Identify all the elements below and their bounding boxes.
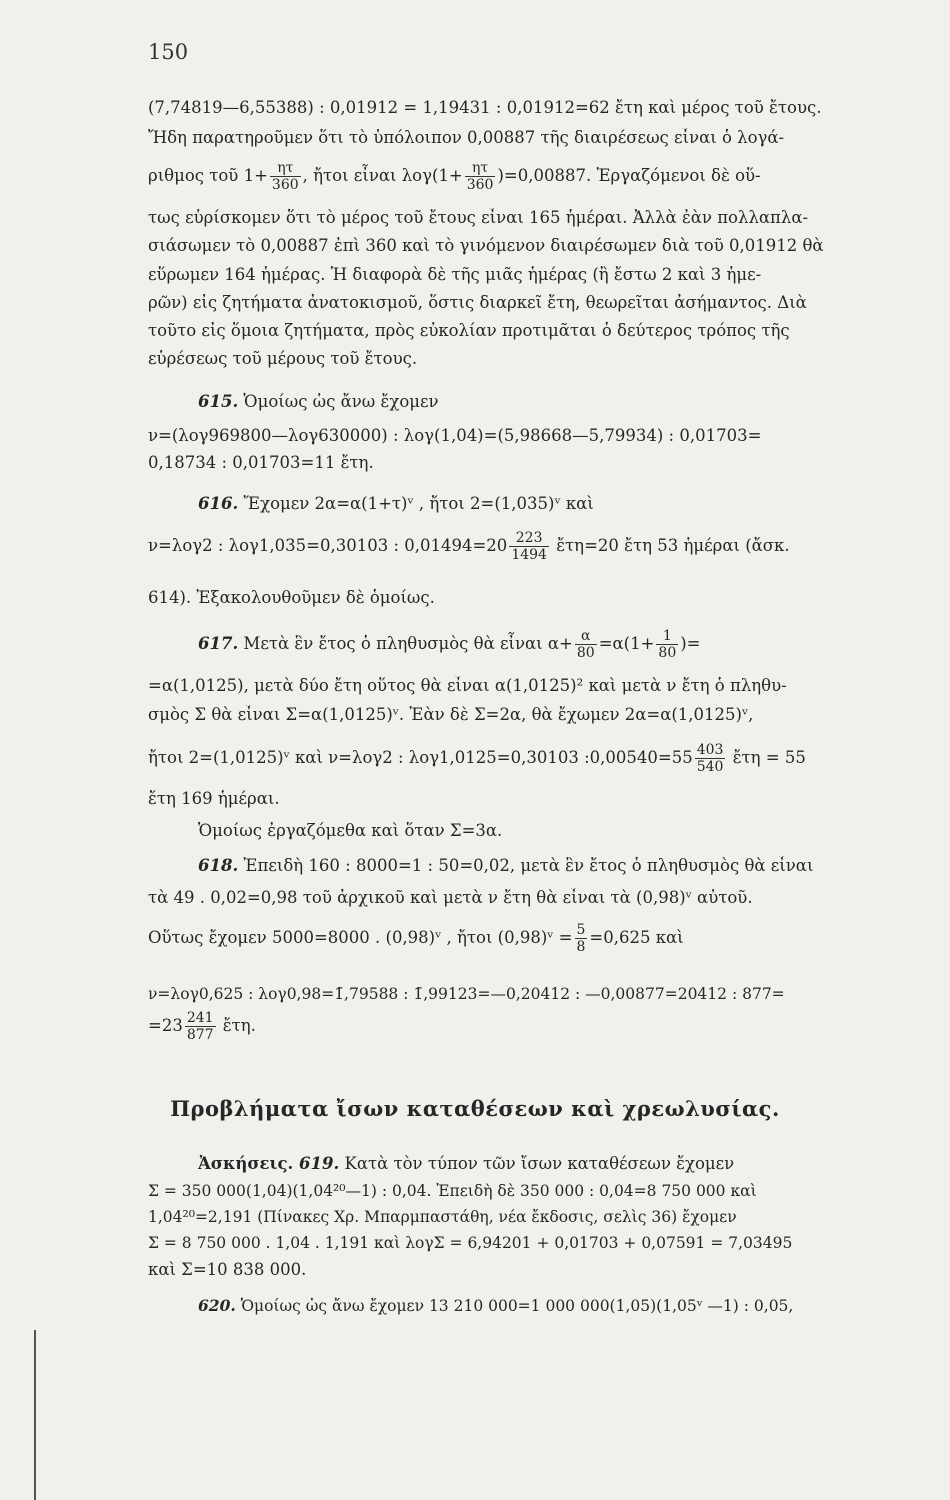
- text-fragment: Ὁμοίως ὡς ἄνω ἔχομεν: [238, 392, 439, 411]
- problem-number: 615.: [198, 392, 239, 411]
- numerator: 1: [656, 628, 678, 645]
- fraction: [270, 160, 301, 193]
- text-fragment: Οὕτως ἔχομεν 5000=8000 . (0,98)ᵛ , ἤτοι (0,98)ᵛ =: [148, 928, 573, 947]
- text-line: Ὁμοίως ἐργαζόμεθα καὶ ὅταν Σ=3α.: [198, 821, 503, 840]
- fraction: [509, 530, 549, 563]
- text-fragment: ἔτη = 55: [727, 748, 806, 767]
- text-fragment: ἔτη.: [217, 1016, 256, 1035]
- text-fragment: )=: [680, 634, 701, 653]
- numerator: 5: [576, 922, 586, 938]
- text-line: τως εὑρίσκομεν ὅτι τὸ μέρος τοῦ ἔτους εἶναι 165 ἡμέραι. Ἀλλὰ ἐὰν πολλαπλα-: [148, 208, 809, 227]
- numerator: 403: [696, 742, 724, 758]
- page-number: 150: [148, 40, 189, 64]
- numerator: 223: [509, 530, 549, 547]
- numerator: ητ: [465, 160, 496, 177]
- denominator: 360: [466, 177, 494, 193]
- denominator: 1494: [511, 547, 547, 563]
- text-line: (7,74819—6,55388) : 0,01912 = 1,19431 : 0,01912=62 ἔτη καὶ μέρος τοῦ ἔτους.: [148, 98, 822, 117]
- problem-number: 618.: [198, 856, 239, 875]
- fraction: [575, 628, 597, 661]
- margin-line: [34, 1330, 36, 1500]
- text-line: ἔτη 169 ἡμέραι.: [148, 789, 280, 808]
- text-fragment: ἤτοι 2=(1,0125)ᵛ καὶ ν=λογ2 : λογ1,0125=0,30103 :0,00540=55: [148, 748, 693, 767]
- text-line: τὰ 49 . 0,02=0,98 τοῦ ἀρχικοῦ καὶ μετὰ ν ἔτη θὰ εἶναι τὰ (0,98)ᵛ αὐτοῦ.: [148, 888, 753, 907]
- problem-number: 620.: [198, 1296, 236, 1315]
- text-fragment: , ἤτοι εἶναι λογ(1+: [302, 166, 463, 185]
- fraction: [695, 742, 726, 775]
- text-fragment: ριθμος τοῦ 1+: [148, 166, 268, 185]
- text-fragment: Ἔχομεν 2α=α(1+τ)ᵛ , ἤτοι 2=(1,035)ᵛ καὶ: [238, 494, 594, 513]
- text-line: Ἤδη παρατηροῦμεν ὅτι τὸ ὑπόλοιπον 0,00887 τῆς διαιρέσεως εἶναι ὁ λογά-: [148, 128, 785, 147]
- text-line: 0,18734 : 0,01703=11 ἔτη.: [148, 453, 374, 472]
- text-line: εὕρωμεν 164 ἡμέρας. Ἡ διαφορὰ δὲ τῆς μιᾶς ἡμέρας (ἢ ἔστω 2 καὶ 3 ἡμε-: [148, 265, 762, 284]
- denominator: 360: [271, 177, 299, 193]
- fraction: [656, 628, 678, 661]
- text-line: =α(1,0125), μετὰ δύο ἔτη οὕτος θὰ εἶναι α(1,0125)² καὶ μετὰ ν ἔτη ὁ πληθυ-: [148, 676, 787, 695]
- text-line: Σ = 350 000(1,04)(1,04²⁰—1) : 0,04. Ἐπειδὴ δὲ 350 000 : 0,04=8 750 000 καὶ: [148, 1182, 757, 1200]
- denominator: 8: [576, 939, 586, 955]
- text-fragment: Ὁμοίως ὡς ἄνω ἔχομεν 13 210 000=1 000 000(1,05)(1,05ᵛ —1) : 0,05,: [235, 1297, 794, 1315]
- text-fragment: Μετὰ ἓν ἔτος ὁ πληθυσμὸς θὰ εἶναι α+: [238, 634, 573, 653]
- problem-617-heading: [198, 624, 930, 668]
- denominator: 540: [696, 759, 724, 775]
- text-line: ν=λογ0,625 : λογ0,98=1̄,79588 : 1̄,99123=—0,20412 : —0,00877=20412 : 877=: [148, 985, 785, 1003]
- text-fragment: =α(1+: [598, 634, 655, 653]
- text-fragment: Κατὰ τὸν τύπον τῶν ἴσων καταθέσεων ἔχομεν: [339, 1154, 735, 1173]
- problem-618-heading: [198, 856, 930, 876]
- denominator: 877: [186, 1027, 214, 1043]
- text-line: εὑρέσεως τοῦ μέρους τοῦ ἔτους.: [148, 349, 418, 368]
- text-line: τοῦτο εἰς ὅμοια ζητήματα, πρὸς εὐκολίαν προτιμᾶται ὁ δεύτερος τρόπος τῆς: [148, 321, 790, 340]
- text-line: σμὸς Σ θὰ εἶναι Σ=α(1,0125)ᵛ. Ἐὰν δὲ Σ=2α, θὰ ἔχωμεν 2α=α(1,0125)ᵛ,: [148, 705, 754, 724]
- text-fragment: Ἐπειδὴ 160 : 8000=1 : 50=0,02, μετὰ ἓν ἔτος ὁ πληθυσμὸς θὰ εἶναι: [238, 856, 814, 875]
- fraction: [465, 160, 496, 193]
- text-line: [148, 918, 930, 962]
- text-line: [148, 738, 930, 782]
- section-heading: Προβλήματα ἴσων καταθέσεων καὶ χρεωλυσίας.: [170, 1096, 780, 1121]
- problem-number: 619.: [293, 1154, 340, 1173]
- problem-615-heading: [198, 392, 930, 412]
- text-line: ν=(λογ969800—λογ630000) : λογ(1,04)=(5,98668—5,79934) : 0,01703=: [148, 426, 762, 445]
- exercises-label: Ἀσκήσεις.: [198, 1154, 294, 1173]
- numerator: α: [575, 628, 597, 645]
- fraction: [185, 1010, 216, 1043]
- text-line: σιάσωμεν τὸ 0,00887 ἐπὶ 360 καὶ τὸ γινόμενον διαιρέσωμεν διὰ τοῦ 0,01912 θὰ: [148, 236, 824, 255]
- problem-616-heading: [198, 494, 930, 514]
- text-line: [148, 1006, 930, 1050]
- text-line: 614). Ἐξακολουθοῦμεν δὲ ὁμοίως.: [148, 588, 435, 607]
- problem-number: 617.: [198, 634, 239, 653]
- text-fragment: ἔτη=20 ἔτη 53 ἡμέραι (ἄσκ.: [550, 536, 790, 555]
- text-fragment: =0,625 καὶ: [589, 928, 684, 947]
- problem-number: 616.: [198, 494, 239, 513]
- text-line: [148, 156, 930, 200]
- text-line: 1,04²⁰=2,191 (Πίνακες Χρ. Μπαρμπαστάθη, νέα ἔκδοσις, σελὶς 36) ἔχομεν: [148, 1208, 737, 1226]
- numerator: 241: [186, 1010, 214, 1026]
- denominator: 80: [576, 645, 595, 661]
- problem-619-heading: [198, 1154, 930, 1174]
- fraction: [575, 922, 588, 955]
- text-fragment: )=0,00887. Ἐργαζόμενοι δὲ οὕ-: [497, 166, 761, 185]
- text-line: ρῶν) εἰς ζητήματα ἀνατοκισμοῦ, ὅστις διαρκεῖ ἔτη, θεωρεῖται ἀσήμαντος. Διὰ: [148, 293, 807, 312]
- text-line: Σ = 8 750 000 . 1,04 . 1,191 καὶ λογΣ = 6,94201 + 0,01703 + 0,07591 = 7,03495: [148, 1234, 793, 1252]
- text-line: [148, 526, 930, 570]
- numerator: ητ: [270, 160, 301, 177]
- denominator: 80: [658, 645, 677, 661]
- text-fragment: =23: [148, 1016, 183, 1035]
- text-line: καὶ Σ=10 838 000.: [148, 1260, 307, 1279]
- text-fragment: ν=λογ2 : λογ1,035=0,30103 : 0,01494=20: [148, 536, 508, 555]
- problem-620-heading: [198, 1296, 930, 1316]
